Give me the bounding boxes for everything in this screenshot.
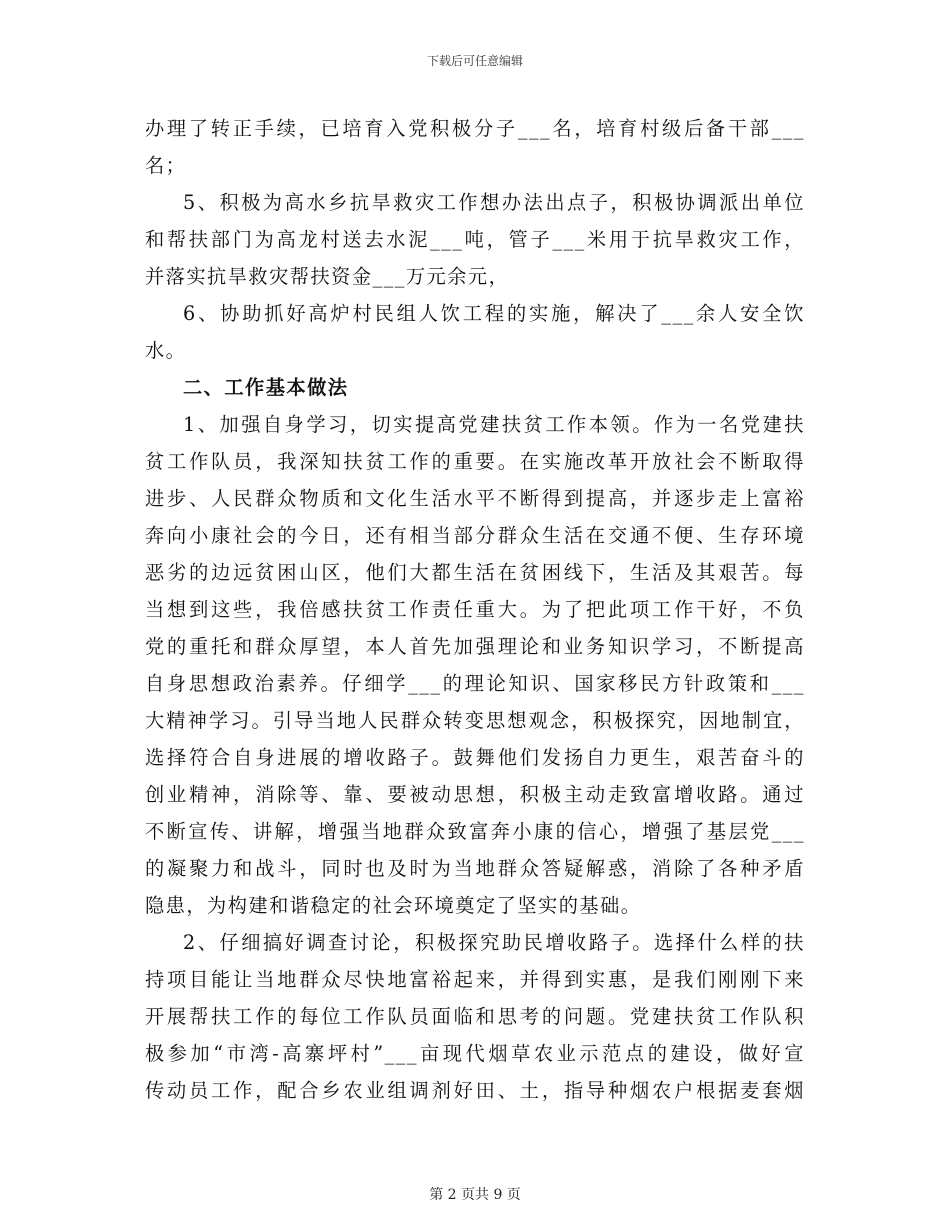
text-line: 持项目能让当地群众尽快地富裕起来，并得到实惠，是我们刚刚下来 (145, 968, 805, 991)
section-heading: 二、工作基本做法 (183, 376, 349, 399)
text-line: 党的重托和群众厚望，本人首先加强理论和业务知识学习，不断提高 (145, 635, 805, 658)
text-line: 自身思想政治素养。仔细学___的理论知识、国家移民方针政策和___ (145, 672, 805, 695)
text-line: 名； (145, 154, 187, 177)
text-line: 6、协助抓好高炉村民组人饮工程的实施，解决了___余人安全饮 (183, 302, 805, 325)
text-line: 传动员工作，配合乡农业组调剂好田、土，指导种烟农户根据麦套烟 (145, 1079, 805, 1102)
text-line: 水。 (145, 339, 187, 362)
text-line: 1、加强自身学习，切实提高党建扶贫工作本领。作为一名党建扶 (183, 413, 805, 436)
text-line: 进步、人民群众物质和文化生活水平不断得到提高，并逐步走上富裕 (145, 487, 805, 510)
text-line: 选择符合自身进展的增收路子。鼓舞他们发扬自力更生，艰苦奋斗的 (145, 746, 805, 769)
text-line: 不断宣传、讲解，增强当地群众致富奔小康的信心，增强了基层党___ (145, 820, 805, 843)
text-line: 和帮扶部门为高龙村送去水泥___吨，管子___米用于抗旱救灾工作， (145, 228, 805, 251)
text-line: 创业精神，消除等、靠、要被动思想，积极主动走致富增收路。通过 (145, 783, 805, 806)
text-line: 2、仔细搞好调查讨论，积极探究助民增收路子。选择什么样的扶 (183, 931, 805, 954)
text-line: 当想到这些，我倍感扶贫工作责任重大。为了把此项工作干好，不负 (145, 598, 805, 621)
text-line: 恶劣的边远贫困山区，他们大都生活在贫困线下，生活及其艰苦。每 (145, 561, 805, 584)
text-line: 并落实抗旱救灾帮扶资金___万元余元， (145, 265, 510, 288)
text-line: 极参加“市湾-高寨坪村”___亩现代烟草农业示范点的建设，做好宣 (145, 1042, 805, 1065)
text-line: 大精神学习。引导当地人民群众转变思想观念，积极探究，因地制宜， (145, 709, 805, 732)
text-line: 5、积极为高水乡抗旱救灾工作想办法出点子，积极协调派出单位 (183, 191, 805, 214)
text-line: 贫工作队员，我深知扶贫工作的重要。在实施改革开放社会不断取得 (145, 450, 805, 473)
text-line: 的凝聚力和战斗，同时也及时为当地群众答疑解惑，消除了各种矛盾 (145, 857, 805, 880)
text-line: 开展帮扶工作的每位工作队员面临和思考的问题。党建扶贫工作队积 (145, 1005, 805, 1028)
text-line: 隐患，为构建和谐稳定的社会环境奠定了坚实的基础。 (145, 894, 642, 917)
document-body (145, 110, 805, 1109)
text-line: 办理了转正手续，已培育入党积极分子___名，培育村级后备干部___ (145, 117, 805, 140)
page-footer: 第 2 页共 9 页 (429, 1187, 521, 1203)
page-header: 下载后可任意编辑 (426, 54, 523, 68)
text-line: 奔向小康社会的今日，还有相当部分群众生活在交通不便、生存环境 (145, 524, 805, 547)
